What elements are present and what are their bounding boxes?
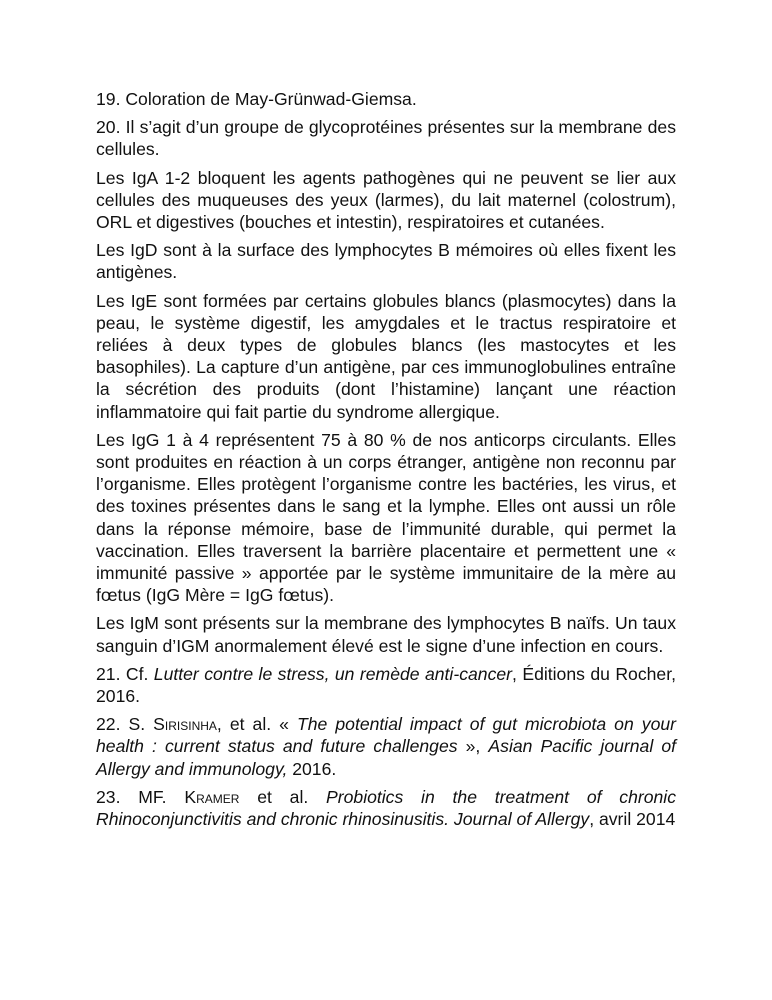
- note-22-mid: , et al. «: [216, 714, 298, 735]
- note-20-igg: Les IgG 1 à 4 représentent 75 à 80 % de nos anticorps circulants. Elles sont produites en réaction à un corps étranger, antigène non reconnu par l’organisme. Elles protègent l’organisme contre les bactéries, les virus, et des toxines présentes dans le sang et la lymphe. Elles ont aussi un rôle dans la réponse mémoire, base de l’immunité durable, qui permet la vaccination. Elles traversent la barrière placentaire et permettent une « immunité passive » apportée par le système immunitaire de la mère au fœtus (IgG Mère = IgG fœtus).: [96, 429, 676, 606]
- note-20-iga: Les IgA 1-2 bloquent les agents pathogènes qui ne peuvent se lier aux cellules des muqueuses des yeux (larmes), du lait maternel (colostrum), ORL et digestives (bouches et intestin), respiratoires et cutanées.: [96, 167, 676, 233]
- note-22-title: The potential impact of gut microbiota on your health : current status and future challenges: [96, 714, 677, 757]
- note-23-author: Kramer: [184, 786, 240, 807]
- note-23-prefix: 23. MF.: [96, 786, 185, 807]
- note-20: 20. Il s’agit d’un groupe de glycoprotéines présentes sur la membrane des cellules.: [96, 117, 676, 160]
- note-22: [96, 713, 676, 780]
- note-23: [96, 786, 676, 830]
- note-22-suffix: 2016.: [287, 758, 337, 779]
- notes-page: [96, 88, 676, 836]
- note-22-author: Sirisinha: [153, 714, 217, 735]
- note-23-title: Probiotics in the treatment of chronic Rhinoconjunctivitis and chronic rhinosinusitis. Journal of Allergy: [96, 786, 677, 830]
- note-22-journal: Asian Pacific journal of Allergy and immunology,: [96, 736, 676, 779]
- note-22-prefix: 22. S.: [96, 714, 154, 735]
- note-21-suffix: , Éditions du Rocher, 2016.: [96, 663, 676, 707]
- note-21-prefix: 21. Cf.: [96, 663, 154, 684]
- note-23-suffix: , avril 2014: [589, 809, 676, 830]
- note-20-igd: Les IgD sont à la surface des lymphocytes B mémoires où elles fixent les antigènes.: [96, 240, 676, 283]
- note-21: [96, 663, 676, 707]
- note-21-title: Lutter contre le stress, un remède anti-cancer: [153, 663, 513, 684]
- note-22-mid2: »,: [457, 736, 489, 757]
- note-19: 19. Coloration de May-Grünwad-Giemsa.: [96, 89, 417, 109]
- note-23-mid: et al.: [239, 786, 327, 807]
- note-20-igm: Les IgM sont présents sur la membrane des lymphocytes B naïfs. Un taux sanguin d’IGM anormalement élevé est le signe d’une infection en cours.: [96, 613, 676, 656]
- note-20-ige: Les IgE sont formées par certains globules blancs (plasmocytes) dans la peau, le système digestif, les amygdales et le tractus respiratoire et reliées à deux types de globules blancs (les mastocytes et les basophiles). La capture d’un antigène, par ces immunoglobulines entraîne la sécrétion des produits (dont l’histamine) lançant une réaction inflammatoire qui fait partie du syndrome allergique.: [96, 290, 676, 422]
